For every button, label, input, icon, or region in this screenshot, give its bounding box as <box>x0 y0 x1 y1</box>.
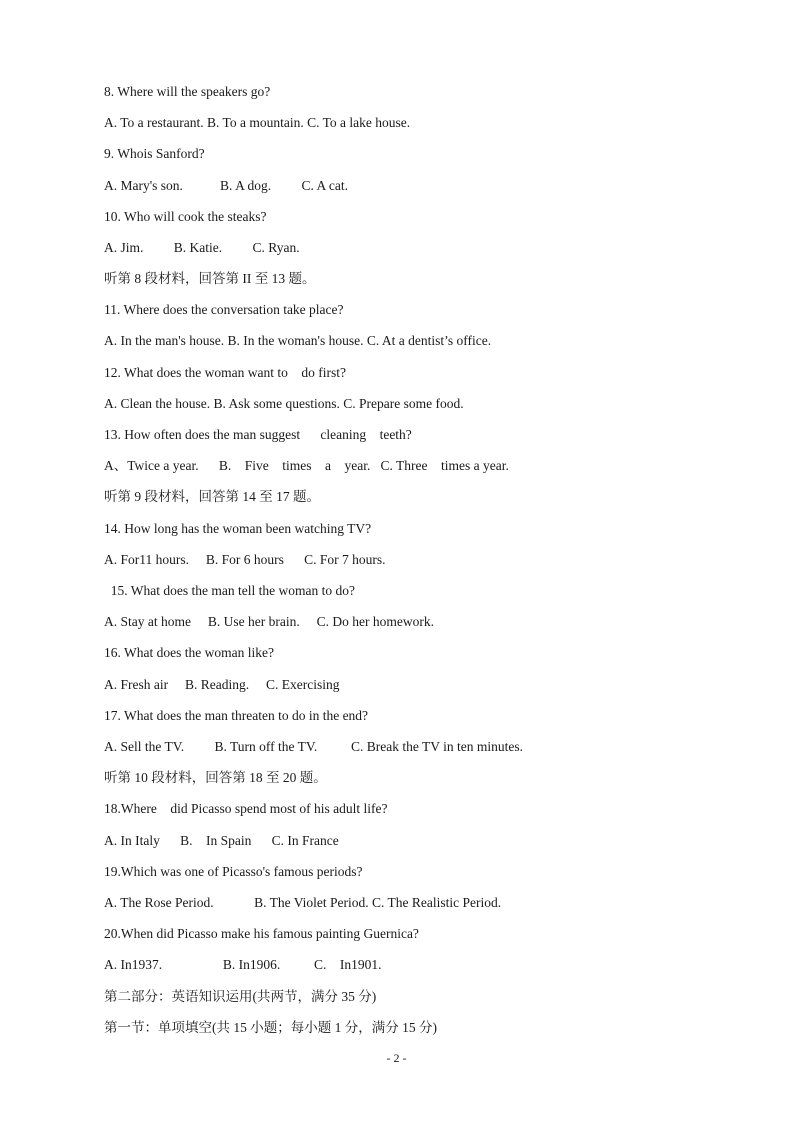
question-17-options: A. Sell the TV. B. Turn off the TV. C. Break the TV in ten minutes. <box>104 739 524 754</box>
question-9-options: A. Mary's son. B. A dog. C. A cat. <box>104 178 348 193</box>
question-12: 12. What does the woman want to do first? <box>104 365 346 380</box>
section-10-instruction: 听第 10 段材料，回答第 18 至 20 题。 <box>104 770 327 785</box>
question-19: 19.Which was one of Picasso's famous periods? <box>104 864 363 879</box>
question-18: 18.Where did Picasso spend most of his adult life? <box>104 801 388 816</box>
page-number: - 2 - <box>386 1051 407 1065</box>
part-two-heading: 第二部分：英语知识运用(共两节，满分 35 分) <box>104 989 377 1004</box>
question-9: 9. Whois Sanford? <box>104 146 205 161</box>
question-8-options: A. To a restaurant. B. To a mountain. C. To a lake house. <box>104 115 411 130</box>
section-8-instruction: 听第 8 段材料，回答第 II 至 13 题。 <box>104 271 316 286</box>
question-10: 10. Who will cook the steaks? <box>104 209 267 224</box>
question-15: 15. What does the man tell the woman to do? <box>104 583 355 598</box>
question-16-options: A. Fresh air B. Reading. C. Exercising <box>104 677 340 692</box>
question-8: 8. Where will the speakers go? <box>104 84 271 99</box>
question-11-options: A. In the man's house. B. In the woman's house. C. At a dentist’s office. <box>104 333 492 348</box>
question-16: 16. What does the woman like? <box>104 645 274 660</box>
question-13-options: A、Twice a year. B. Five times a year. C. Three times a year. <box>104 458 509 473</box>
question-17: 17. What does the man threaten to do in the end? <box>104 708 369 723</box>
question-15-options: A. Stay at home B. Use her brain. C. Do her homework. <box>104 614 434 629</box>
question-12-options: A. Clean the house. B. Ask some questions. C. Prepare some food. <box>104 396 464 411</box>
question-20-options: A. In1937. B. In1906. C. In1901. <box>104 957 382 972</box>
question-11: 11. Where does the conversation take place? <box>104 302 344 317</box>
section-one-heading: 第一节：单项填空(共 15 小题；每小题 1 分，满分 15 分) <box>104 1020 437 1035</box>
question-14: 14. How long has the woman been watching TV? <box>104 521 372 536</box>
question-19-options: A. The Rose Period. B. The Violet Period. C. The Realistic Period. <box>104 895 502 910</box>
section-9-instruction: 听第 9 段材料，回答第 14 至 17 题。 <box>104 489 320 504</box>
question-10-options: A. Jim. B. Katie. C. Ryan. <box>104 240 300 255</box>
question-20: 20.When did Picasso make his famous painting Guernica? <box>104 926 419 941</box>
question-14-options: A. For11 hours. B. For 6 hours C. For 7 hours. <box>104 552 386 567</box>
question-18-options: A. In Italy B. In Spain C. In France <box>104 833 339 848</box>
question-13: 13. How often does the man suggest cleaning teeth? <box>104 427 412 442</box>
